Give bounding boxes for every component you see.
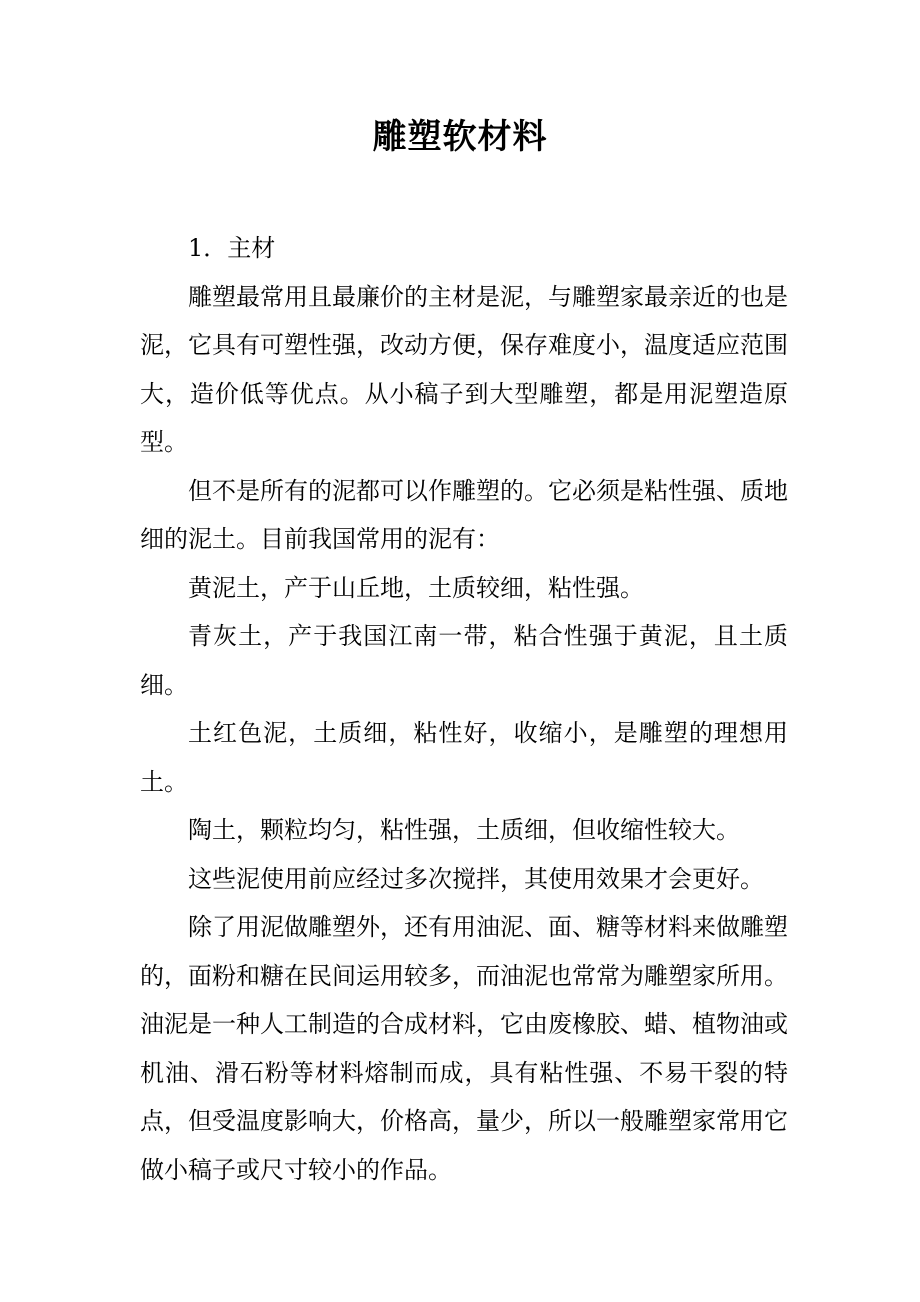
document-body — [140, 224, 788, 1194]
paragraph: 土红色泥，土质细，粘性好，收缩小，是雕塑的理想用土。 — [140, 719, 788, 796]
paragraph: 陶土，颗粒均匀，粘性强，土质细，但收缩性较大。 — [188, 816, 740, 844]
paragraph: 但不是所有的泥都可以作雕塑的。它必须是粘性强、质地细的泥土。目前我国常用的泥有： — [140, 476, 788, 553]
paragraph: 黄泥土，产于山丘地，土质较细，粘性强。 — [188, 573, 644, 602]
paragraph: 雕塑最常用且最廉价的主材是泥，与雕塑家最亲近的也是泥，它具有可塑性强，改动方便，保存难度小，温度适应范围大，造价低等优点。从小稿子到大型雕塑，都是用泥塑造原型。 — [140, 282, 788, 456]
section-heading: 1．主材 — [188, 234, 276, 262]
paragraph: 青灰土，产于我国江南一带，粘合性强于黄泥，且土质细。 — [140, 622, 788, 699]
paragraph: 除了用泥做雕塑外，还有用油泥、面、糖等材料来做雕塑的，面粉和糖在民间运用较多，而油泥也常常为雕塑家所用。油泥是一种人工制造的合成材料，它由废橡胶、蜡、植物油或机油、滑石粉等材料熔制而成，具有粘性强、不易干裂的特点，但受温度影响大，价格高，量少，所以一般雕塑家常用它做小稿子或尺寸较小的作品。 — [140, 913, 788, 1184]
paragraph: 这些泥使用前应经过多次搅拌，其使用效果才会更好。 — [188, 864, 764, 893]
document-title: 雕塑软材料 — [372, 117, 548, 157]
